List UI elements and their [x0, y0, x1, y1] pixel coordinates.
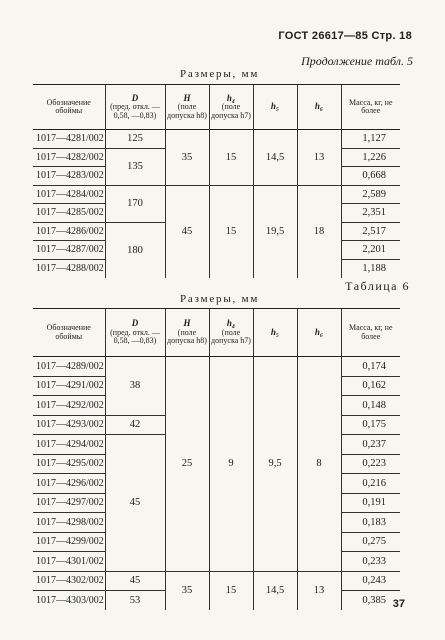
cell-H: 35	[165, 130, 209, 186]
cell-D: 45	[105, 571, 165, 591]
header-mass: Масса, кг, не более	[341, 309, 400, 357]
header-h6: h₆	[297, 309, 341, 357]
table-row-designation: 1017—4281/002	[33, 130, 105, 149]
table-row-designation: 1017—4299/002	[33, 532, 105, 552]
header-designation: Обозначение обоймы	[33, 309, 105, 357]
table6	[33, 308, 400, 610]
cell-mass: 2,517	[341, 222, 400, 241]
page-header: ГОСТ 26617—85 Стр. 18	[278, 30, 412, 42]
header-mass: Масса, кг, не более	[341, 85, 400, 130]
table-row-designation: 1017—4298/002	[33, 513, 105, 533]
cell-h6: 13	[297, 130, 341, 186]
table6-title: Таблица 6	[345, 279, 410, 293]
table-row-designation: 1017—4285/002	[33, 204, 105, 223]
cell-mass: 0,243	[341, 571, 400, 591]
header-h5: h₅	[253, 309, 297, 357]
cell-D: 170	[105, 185, 165, 222]
table-row-designation: 1017—4295/002	[33, 454, 105, 474]
cell-mass: 1,127	[341, 130, 400, 149]
cell-mass: 1,188	[341, 259, 400, 278]
header-H: H (поле допуска h8)	[165, 309, 209, 357]
cell-D: 180	[105, 222, 165, 278]
table-row-designation: 1017—4287/002	[33, 241, 105, 260]
cell-mass: 0,175	[341, 415, 400, 435]
cell-mass: 0,191	[341, 493, 400, 513]
cell-h4: 15	[209, 571, 253, 610]
page-number: 37	[392, 598, 405, 610]
table-row-designation: 1017—4296/002	[33, 474, 105, 494]
header-H: H (поле допуска h8)	[165, 85, 209, 130]
cell-h4: 9	[209, 357, 253, 572]
cell-D: 38	[105, 357, 165, 416]
cell-mass: 0,233	[341, 552, 400, 572]
header-designation: Обозначение обоймы	[33, 85, 105, 130]
table-row-designation: 1017—4289/002	[33, 357, 105, 377]
cell-mass: 2,201	[341, 241, 400, 260]
cell-h5: 19,5	[253, 185, 297, 278]
cell-mass: 0,148	[341, 396, 400, 416]
header-D: D (пред. откл. —0,58, —0,83)	[105, 85, 165, 130]
cell-h5: 14,5	[253, 130, 297, 186]
cell-D: 45	[105, 435, 165, 572]
cell-h6: 18	[297, 185, 341, 278]
cell-H: 25	[165, 357, 209, 572]
cell-h4: 15	[209, 130, 253, 186]
table-row-designation: 1017—4293/002	[33, 415, 105, 435]
table5-caption: Размеры, мм	[180, 68, 260, 80]
cell-mass: 2,351	[341, 204, 400, 223]
cell-h4: 15	[209, 185, 253, 278]
table-row-designation: 1017—4284/002	[33, 185, 105, 204]
cell-mass: 0,275	[341, 532, 400, 552]
cell-mass: 0,385	[341, 591, 400, 611]
cell-mass: 0,223	[341, 454, 400, 474]
cell-mass: 0,162	[341, 376, 400, 396]
header-h4: h₄ (поле допуска h7)	[209, 85, 253, 130]
continuation-label: Продолжение табл. 5	[301, 54, 413, 68]
table-row-designation: 1017—4302/002	[33, 571, 105, 591]
table-row-designation: 1017—4286/002	[33, 222, 105, 241]
cell-D: 42	[105, 415, 165, 435]
header-h6: h₆	[297, 85, 341, 130]
table-row-designation: 1017—4292/002	[33, 396, 105, 416]
table-row-designation: 1017—4294/002	[33, 435, 105, 455]
table-row-designation: 1017—4303/002	[36, 595, 104, 606]
cell-D: 135	[105, 148, 165, 185]
cell-D: 53	[105, 591, 165, 611]
table-row-designation: 1017—4288/002	[36, 263, 104, 274]
table-row-designation: 1017—4301/002	[33, 552, 105, 572]
header-h4: h₄ (поле допуска h7)	[209, 309, 253, 357]
cell-h6: 8	[297, 357, 341, 572]
cell-mass: 0,174	[341, 357, 400, 377]
cell-h5: 9,5	[253, 357, 297, 572]
cell-mass: 0,183	[341, 513, 400, 533]
cell-D: 125	[105, 130, 165, 149]
cell-mass: 0,668	[341, 167, 400, 186]
header-h5: h₅	[253, 85, 297, 130]
cell-h5: 14,5	[253, 571, 297, 610]
table-row-designation: 1017—4297/002	[33, 493, 105, 513]
cell-mass: 0,216	[341, 474, 400, 494]
header-D: D (пред. откл. —0,58, —0,83)	[105, 309, 165, 357]
table-row-designation: 1017—4291/002	[33, 376, 105, 396]
cell-h6: 13	[297, 571, 341, 610]
table6-caption: Размеры, мм	[180, 293, 260, 305]
table-row-designation: 1017—4283/002	[33, 167, 105, 186]
cell-mass: 1,226	[341, 148, 400, 167]
cell-mass: 2,589	[341, 185, 400, 204]
cell-mass: 0,237	[341, 435, 400, 455]
cell-H: 35	[165, 571, 209, 610]
table5	[33, 84, 400, 278]
table-row-designation: 1017—4282/002	[33, 148, 105, 167]
cell-H: 45	[165, 185, 209, 278]
